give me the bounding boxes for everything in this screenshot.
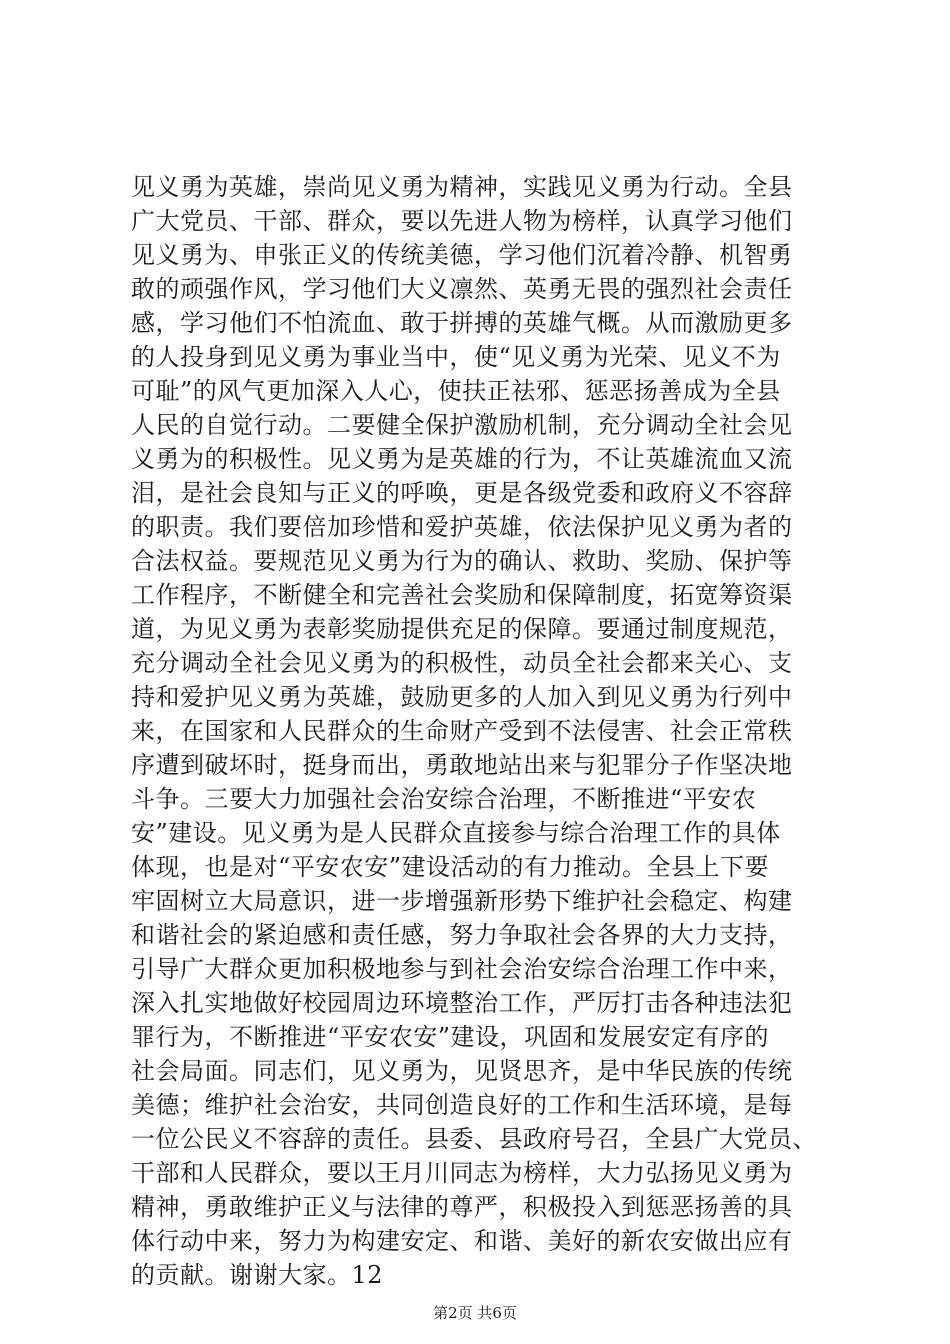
text-line: 敢的顽强作风，学习他们大义凛然、英勇无畏的强烈社会责任 bbox=[131, 275, 793, 303]
text-line: 社会局面。同志们，见义勇为，见贤思齐，是中华民族的传统 bbox=[131, 1057, 793, 1085]
text-line: 美德；维护社会治安，共同创造良好的工作和生活环境，是每 bbox=[131, 1091, 793, 1119]
text-line: 持和爱护见义勇为英雄，鼓励更多的人加入到见义勇为行列中 bbox=[131, 683, 793, 711]
text-line: 合法权益。要规范见义勇为行为的确认、救助、奖励、保护等 bbox=[131, 547, 793, 575]
text-line: 广大党员、干部、群众，要以先进人物为榜样，认真学习他们 bbox=[131, 207, 793, 235]
text-line: 义勇为的积极性。见义勇为是英雄的行为，不让英雄流血又流 bbox=[131, 445, 793, 473]
text-line: 一位公民义不容辞的责任。县委、县政府号召，全县广大党员、 bbox=[131, 1125, 817, 1153]
text-line: 体行动中来，努力为构建安定、和谐、美好的新农安做出应有 bbox=[131, 1227, 793, 1255]
text-line: 和谐社会的紧迫感和责任感，努力争取社会各界的大力支持， bbox=[131, 921, 793, 949]
page-number-footer: 第2页 共6页 bbox=[433, 1304, 517, 1322]
text-line: 引导广大群众更加积极地参与到社会治安综合治理工作中来， bbox=[131, 955, 793, 983]
text-line: 斗争。三要大力加强社会治安综合治理，不断推进“平安农 bbox=[131, 785, 757, 813]
text-line: 道，为见义勇为表彰奖励提供充足的保障。要通过制度规范， bbox=[131, 615, 793, 643]
text-line: 干部和人民群众，要以王月川同志为榜样，大力弘扬见义勇为 bbox=[131, 1159, 793, 1187]
text-line: 见义勇为、申张正义的传统美德，学习他们沉着冷静、机智勇 bbox=[131, 241, 793, 269]
text-line: 的职责。我们要倍加珍惜和爱护英雄，依法保护见义勇为者的 bbox=[131, 513, 793, 541]
text-line: 罪行为，不断推进“平安农安”建设，巩固和发展安定有序的 bbox=[131, 1023, 770, 1051]
text-line: 体现，也是对“平安农安”建设活动的有力推动。全县上下要 bbox=[131, 853, 770, 881]
body-text bbox=[131, 170, 851, 1292]
text-line: 人民的自觉行动。二要健全保护激励机制，充分调动全社会见 bbox=[131, 411, 793, 439]
text-line: 来，在国家和人民群众的生命财产受到不法侵害、社会正常秩 bbox=[131, 717, 793, 745]
text-line: 深入扎实地做好校园周边环境整治工作，严厉打击各种违法犯 bbox=[131, 989, 793, 1017]
text-line: 感，学习他们不怕流血、敢于拼搏的英雄气概。从而激励更多 bbox=[131, 309, 793, 337]
text-line: 的人投身到见义勇为事业当中，使“见义勇为光荣、见义不为 bbox=[131, 343, 781, 371]
text-line: 精神，勇敢维护正义与法律的尊严，积极投入到惩恶扬善的具 bbox=[131, 1193, 793, 1221]
text-line: 见义勇为英雄，崇尚见义勇为精神，实践见义勇为行动。全县 bbox=[131, 173, 793, 201]
text-line: 工作程序，不断健全和完善社会奖励和保障制度，拓宽筹资渠 bbox=[131, 581, 793, 609]
text-line: 充分调动全社会见义勇为的积极性，动员全社会都来关心、支 bbox=[131, 649, 793, 677]
text-line: 可耻”的风气更加深入人心，使扶正祛邪、惩恶扬善成为全县 bbox=[131, 377, 781, 405]
text-line: 牢固树立大局意识，进一步增强新形势下维护社会稳定、构建 bbox=[131, 887, 793, 915]
text-line: 泪，是社会良知与正义的呼唤，更是各级党委和政府义不容辞 bbox=[131, 479, 793, 507]
text-line: 安”建设。见义勇为是人民群众直接参与综合治理工作的具体 bbox=[131, 819, 781, 847]
text-line: 的贡献。谢谢大家。12 bbox=[131, 1261, 384, 1289]
text-line: 序遭到破坏时，挺身而出，勇敢地站出来与犯罪分子作坚决地 bbox=[131, 751, 793, 779]
